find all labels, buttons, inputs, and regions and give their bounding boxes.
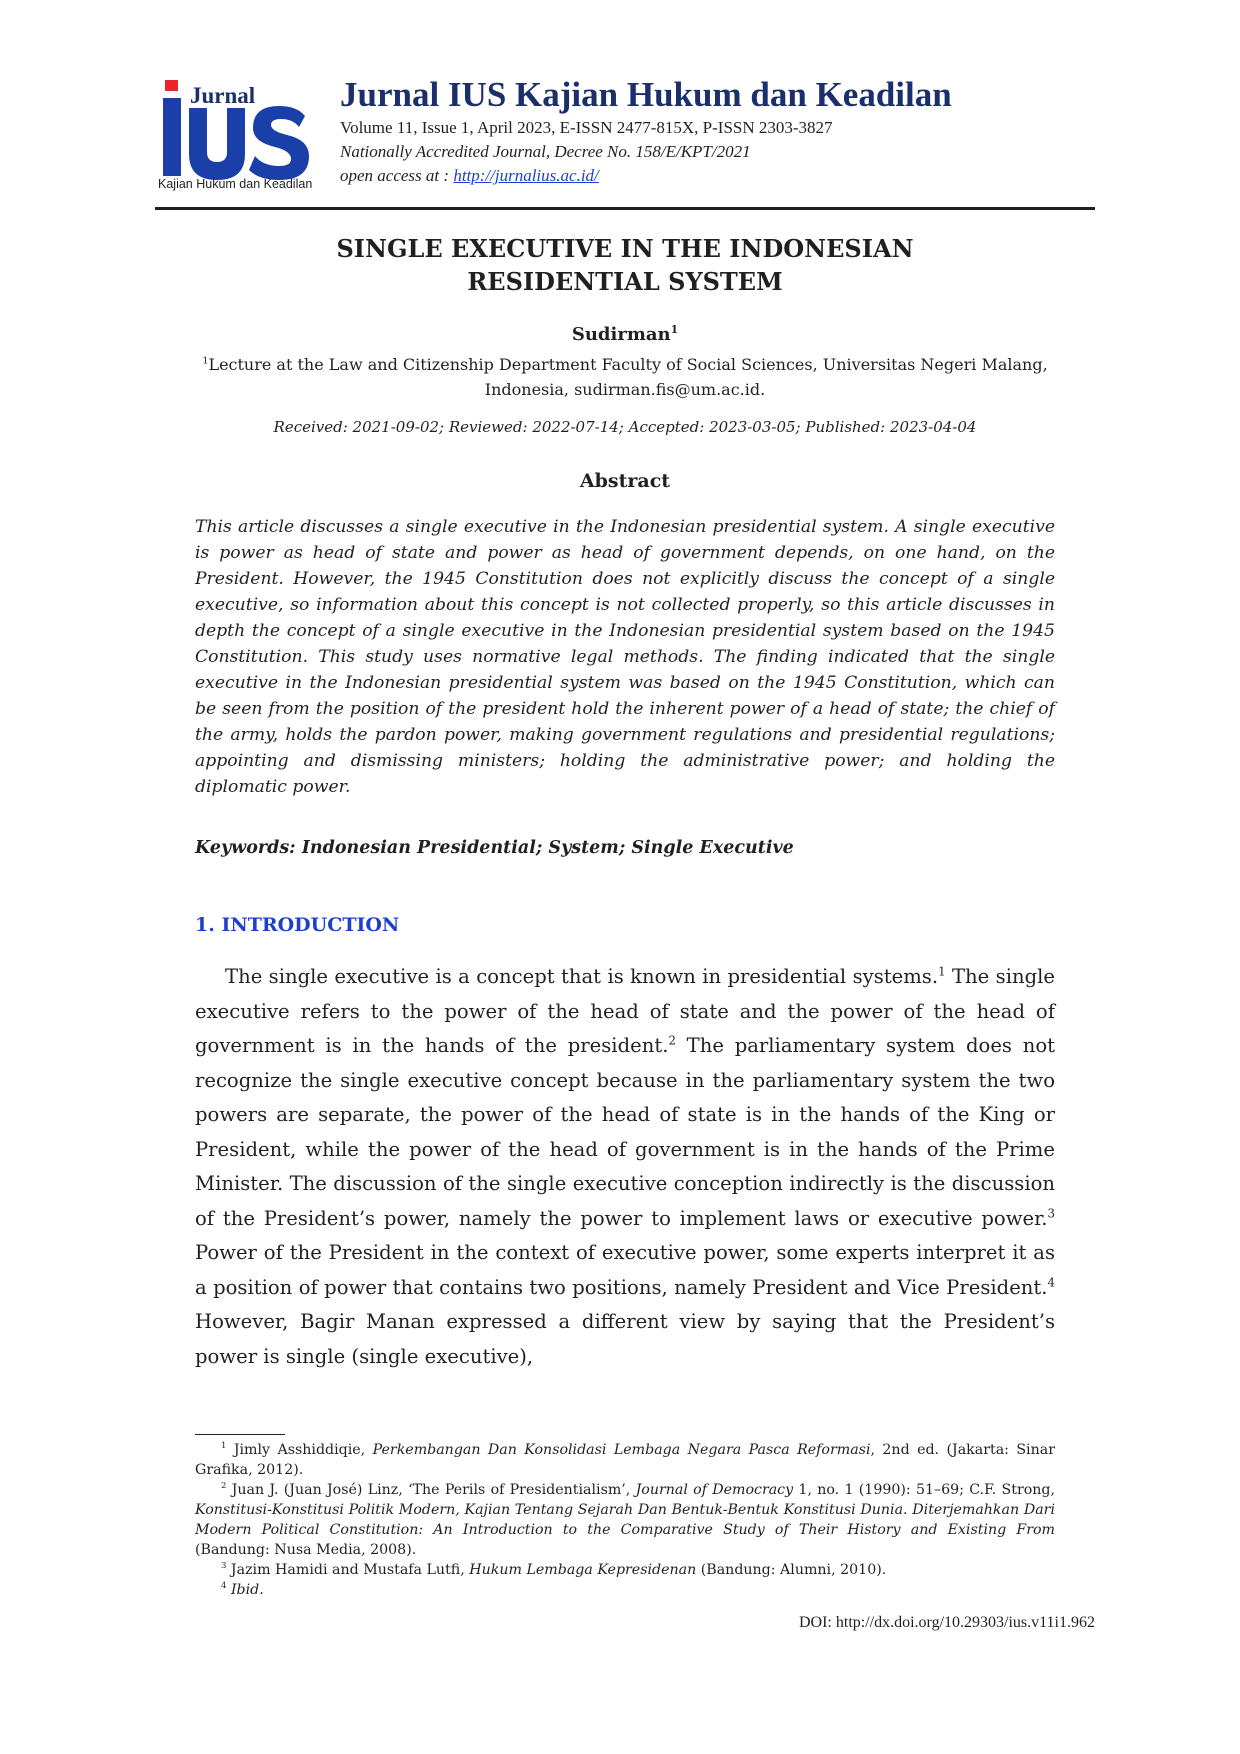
footnote-number: 4 [221, 1581, 227, 1592]
logo-letter-u-icon [189, 108, 245, 180]
footnote-title: Hukum Lembaga Kepresidenan [469, 1562, 697, 1578]
open-access-label: open access at : [340, 166, 454, 185]
journal-title: Jurnal IUS Kajian Hukum dan Keadilan [340, 75, 952, 114]
author-superscript: 1 [670, 323, 679, 336]
journal-logo [155, 76, 331, 196]
header-divider [155, 207, 1095, 210]
footnote-title: Ibid. [230, 1582, 264, 1598]
footnote-ref[interactable]: 3 [1047, 1205, 1055, 1220]
journal-url-link[interactable]: http://jurnalius.ac.id/ [453, 166, 599, 185]
logo-letter-i-icon [163, 98, 181, 176]
footnote-3 [195, 1560, 1055, 1580]
intro-text-segment: The parliamentary system does not recognize the single executive concept because in the parliamentary system the two powers are separate, the power of the head of state is in the hands of the King or President, while the power of the head of government is in the hands of the Prime Minister. The discussion of the single executive conception indirectly is the discussion of the President’s power, namely the power to implement laws or executive power. [195, 1034, 1055, 1230]
paper-title-line-2: RESIDENTIAL SYSTEM [467, 267, 783, 296]
footnote-text: , 2nd ed. (Jakarta: Sinar Grafika, 2012). [195, 1442, 1055, 1478]
footnote-ref[interactable]: 1 [938, 964, 946, 979]
footnote-text: (Bandung: Alumni, 2010). [696, 1562, 887, 1578]
logo-letter-s-icon [249, 106, 309, 180]
footnote-2 [195, 1480, 1055, 1560]
paper-title-line-1: SINGLE EXECUTIVE IN THE INDONESIAN [336, 234, 914, 263]
logo-red-square-icon [165, 80, 178, 91]
section-heading-introduction: 1. INTRODUCTION [195, 914, 400, 936]
footnote-title: Perkembangan Dan Konsolidasi Lembaga Negara Pasca Reformasi [372, 1442, 871, 1458]
footnote-4 [195, 1580, 1055, 1600]
footnote-text: Jimly Asshiddiqie, [226, 1442, 373, 1458]
footnote-number: 1 [221, 1441, 227, 1452]
logo-subtitle: Kajian Hukum dan Keadilan [158, 177, 313, 191]
footnote-ref[interactable]: 2 [668, 1033, 676, 1048]
author-affiliation [195, 352, 1055, 402]
open-access-line [340, 164, 1100, 188]
paper-title [155, 232, 1095, 298]
intro-text-segment: Power of the President in the context of executive power, some experts interpret it as a position of power that contains two positions, namely President and Vice President. [195, 1241, 1055, 1299]
abstract-heading: Abstract [579, 470, 671, 492]
footnote-number: 2 [221, 1481, 227, 1492]
footnote-title: Journal of Democracy [635, 1482, 794, 1498]
introduction-paragraph [195, 960, 1055, 1374]
footnote-text: (Bandung: Nusa Media, 2008). [195, 1542, 417, 1558]
author-name [155, 324, 1095, 345]
intro-text-segment: The single executive refers to the power of the head of state and the power of the head of government is in the hands of the president. [195, 965, 1055, 1057]
affiliation-superscript: 1 [202, 355, 209, 367]
footnote-1 [195, 1440, 1055, 1480]
footnote-ref[interactable]: 4 [1047, 1274, 1055, 1289]
abstract-text: This article discusses a single executive in the Indonesian presidential system. A single executive is power as head of state and power as head of government depends, on one hand, on the President. However, the 1945 Constitution does not explicitly discuss the concept of a single executive, so information about this concept is not collected properly, so this article discusses in depth the concept of a single executive in the Indonesian presidential system based on the 1945 Constitution. This study uses normative legal methods. The finding indicated that the single executive in the Indonesian presidential system was based on the 1945 Constitution, which can be seen from the position of the president hold the inherent power of a head of state; the chief of the army, holds the pardon power, making government regulations and presidential regulations; appointing and dismissing ministers; holding the administrative power; and holding the diplomatic power. [195, 517, 1055, 797]
journal-info [340, 74, 1100, 188]
footnote-text: 1, no. 1 (1990): 51–69; C.F. Strong, [793, 1482, 1055, 1498]
affiliation-text: Lecture at the Law and Citizenship Department Faculty of Social Sciences, Universitas Negeri Malang, Indonesia, sudirman.fis@um.ac.id. [208, 355, 1048, 399]
footnote-title: Konstitusi-Konstitusi Politik Modern, Kajian Tentang Sejarah Dan Bentuk-Bentuk Konstitusi Dunia. Diterjemahkan Dari Modern Political Constitution: An Introduction to the Comparative Study of Their History and Existing From [195, 1502, 1055, 1538]
intro-text-segment: However, Bagir Manan expressed a different view by saying that the President’s power is single (single executive), [195, 1310, 1055, 1368]
accreditation-line: Nationally Accredited Journal, Decree No. 158/E/KPT/2021 [340, 142, 751, 161]
footnote-divider [195, 1434, 285, 1435]
volume-line: Volume 11, Issue 1, April 2023, E-ISSN 2477-815X, P-ISSN 2303-3827 [340, 118, 833, 137]
footnotes [195, 1440, 1055, 1600]
intro-text-segment: The single executive is a concept that is known in presidential systems. [225, 965, 939, 988]
footnote-text: Jazim Hamidi and Mustafa Lutfi, [226, 1562, 470, 1578]
logo-word-jurnal: Jurnal [190, 83, 256, 108]
author-name-text: Sudirman [571, 324, 671, 345]
publication-dates: Received: 2021-09-02; Reviewed: 2022-07-14; Accepted: 2023-03-05; Published: 2023-04-04 [273, 418, 977, 436]
keywords: Keywords: Indonesian Presidential; System; Single Executive [195, 838, 794, 858]
footnote-number: 3 [221, 1561, 227, 1572]
footnote-text: Juan J. (Juan José) Linz, ‘The Perils of Presidentialism’, [226, 1482, 636, 1498]
doi-link[interactable]: DOI: http://dx.doi.org/10.29303/ius.v11i1.962 [798, 1614, 1095, 1631]
